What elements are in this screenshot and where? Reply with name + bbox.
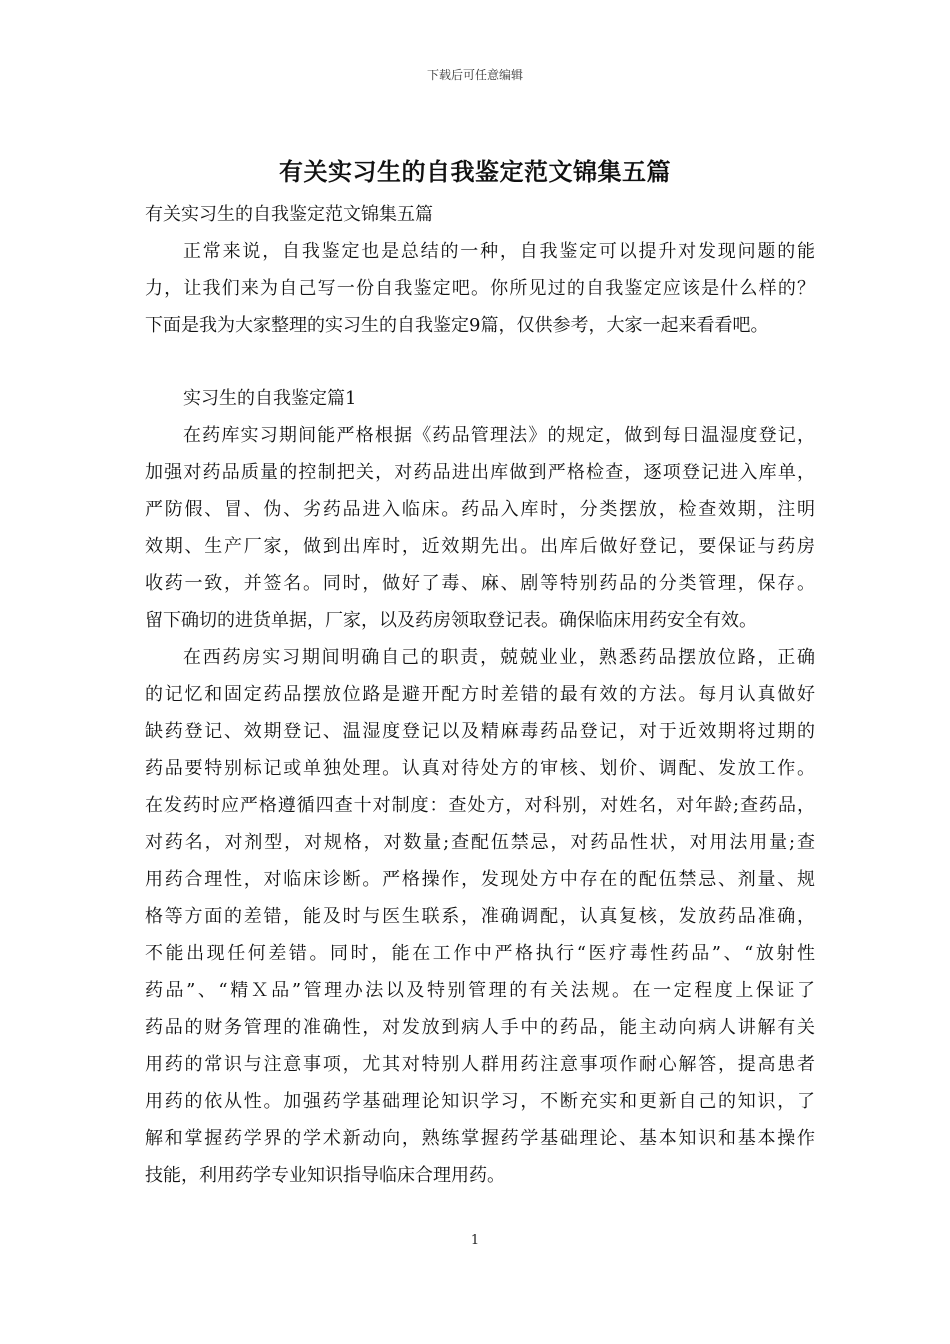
text-line: 格等方面的差错，能及时与医生联系，准确调配，认真复核，发放药品准确， — [145, 906, 815, 927]
header-note: 下载后可任意编辑 — [426, 68, 523, 82]
text-line: 用药合理性，对临床诊断。严格操作，发现处方中存在的配伍禁忌、剂量、规 — [145, 869, 815, 890]
text-line: 技能，利用药学专业知识指导临床合理用药。 — [145, 1165, 505, 1186]
text-line: 不能出现任何差错。同时，能在工作中严格执行“医疗毒性药品”、“放射性 — [145, 943, 815, 964]
text-line: 药品的财务管理的准确性，对发放到病人手中的药品，能主动向病人讲解有关 — [145, 1017, 815, 1038]
document-subtitle: 有关实习生的自我鉴定范文锦集五篇 — [145, 204, 433, 225]
text-line: 用药的依从性。加强药学基础理论知识学习，不断充实和更新自己的知识，了 — [145, 1091, 815, 1112]
text-line: 在药库实习期间能严格根据《药品管理法》的规定，做到每日温湿度登记， — [183, 425, 815, 446]
paragraph-western-pharmacy — [145, 639, 815, 1194]
text-line: 留下确切的进货单据，厂家，以及药房领取登记表。确保临床用药安全有效。 — [145, 610, 757, 631]
text-line: 用药的常识与注意事项，尤其对特别人群用药注意事项作耐心解答，提高患者 — [145, 1054, 815, 1075]
text-line: 下面是我为大家整理的实习生的自我鉴定9篇，仅供参考，大家一起来看看吧。 — [145, 315, 769, 336]
text-line: 药品”、“精Ｘ品”管理办法以及特别管理的有关法规。在一定程度上保证了 — [145, 980, 815, 1001]
text-line: 缺药登记、效期登记、温湿度登记以及精麻毒药品登记，对于近效期将过期的 — [145, 721, 815, 742]
paragraph-pharmacy-warehouse — [145, 417, 815, 639]
intro-paragraph — [145, 233, 815, 344]
text-line: 在发药时应严格遵循四查十对制度：查处方，对科别，对姓名，对年龄;查药品， — [145, 795, 815, 816]
text-line: 加强对药品质量的控制把关，对药品进出库做到严格检查，逐项登记进入库单， — [145, 462, 815, 483]
text-line: 的记忆和固定药品摆放位路是避开配方时差错的最有效的方法。每月认真做好 — [145, 684, 815, 705]
document-body — [145, 196, 815, 1194]
text-line: 对药名，对剂型，对规格，对数量;查配伍禁忌，对药品性状，对用法用量;查 — [145, 832, 815, 853]
page-number: 1 — [470, 1233, 480, 1248]
document-title: 有关实习生的自我鉴定范文锦集五篇 — [279, 157, 671, 186]
text-line: 解和掌握药学界的学术新动向，熟练掌握药学基础理论、基本知识和基本操作 — [145, 1128, 815, 1149]
text-line: 在西药房实习期间明确自己的职责，兢兢业业，熟悉药品摆放位路，正确 — [183, 647, 815, 668]
section-heading: 实习生的自我鉴定篇1 — [183, 388, 357, 409]
text-line: 收药一致，并签名。同时，做好了毒、麻、剧等特别药品的分类管理，保存。 — [145, 573, 815, 594]
text-line: 力，让我们来为自己写一份自我鉴定吧。你所见过的自我鉴定应该是什么样的？ — [145, 278, 815, 299]
text-line: 药品要特别标记或单独处理。认真对待处方的审核、划价、调配、发放工作。 — [145, 758, 815, 779]
text-line: 正常来说，自我鉴定也是总结的一种，自我鉴定可以提升对发现问题的能 — [183, 241, 815, 262]
text-line: 严防假、冒、伪、劣药品进入临床。药品入库时，分类摆放，检查效期，注明 — [145, 499, 815, 520]
paragraph-spacer — [145, 344, 815, 380]
text-line: 效期、生产厂家，做到出库时，近效期先出。出库后做好登记，要保证与药房 — [145, 536, 815, 557]
